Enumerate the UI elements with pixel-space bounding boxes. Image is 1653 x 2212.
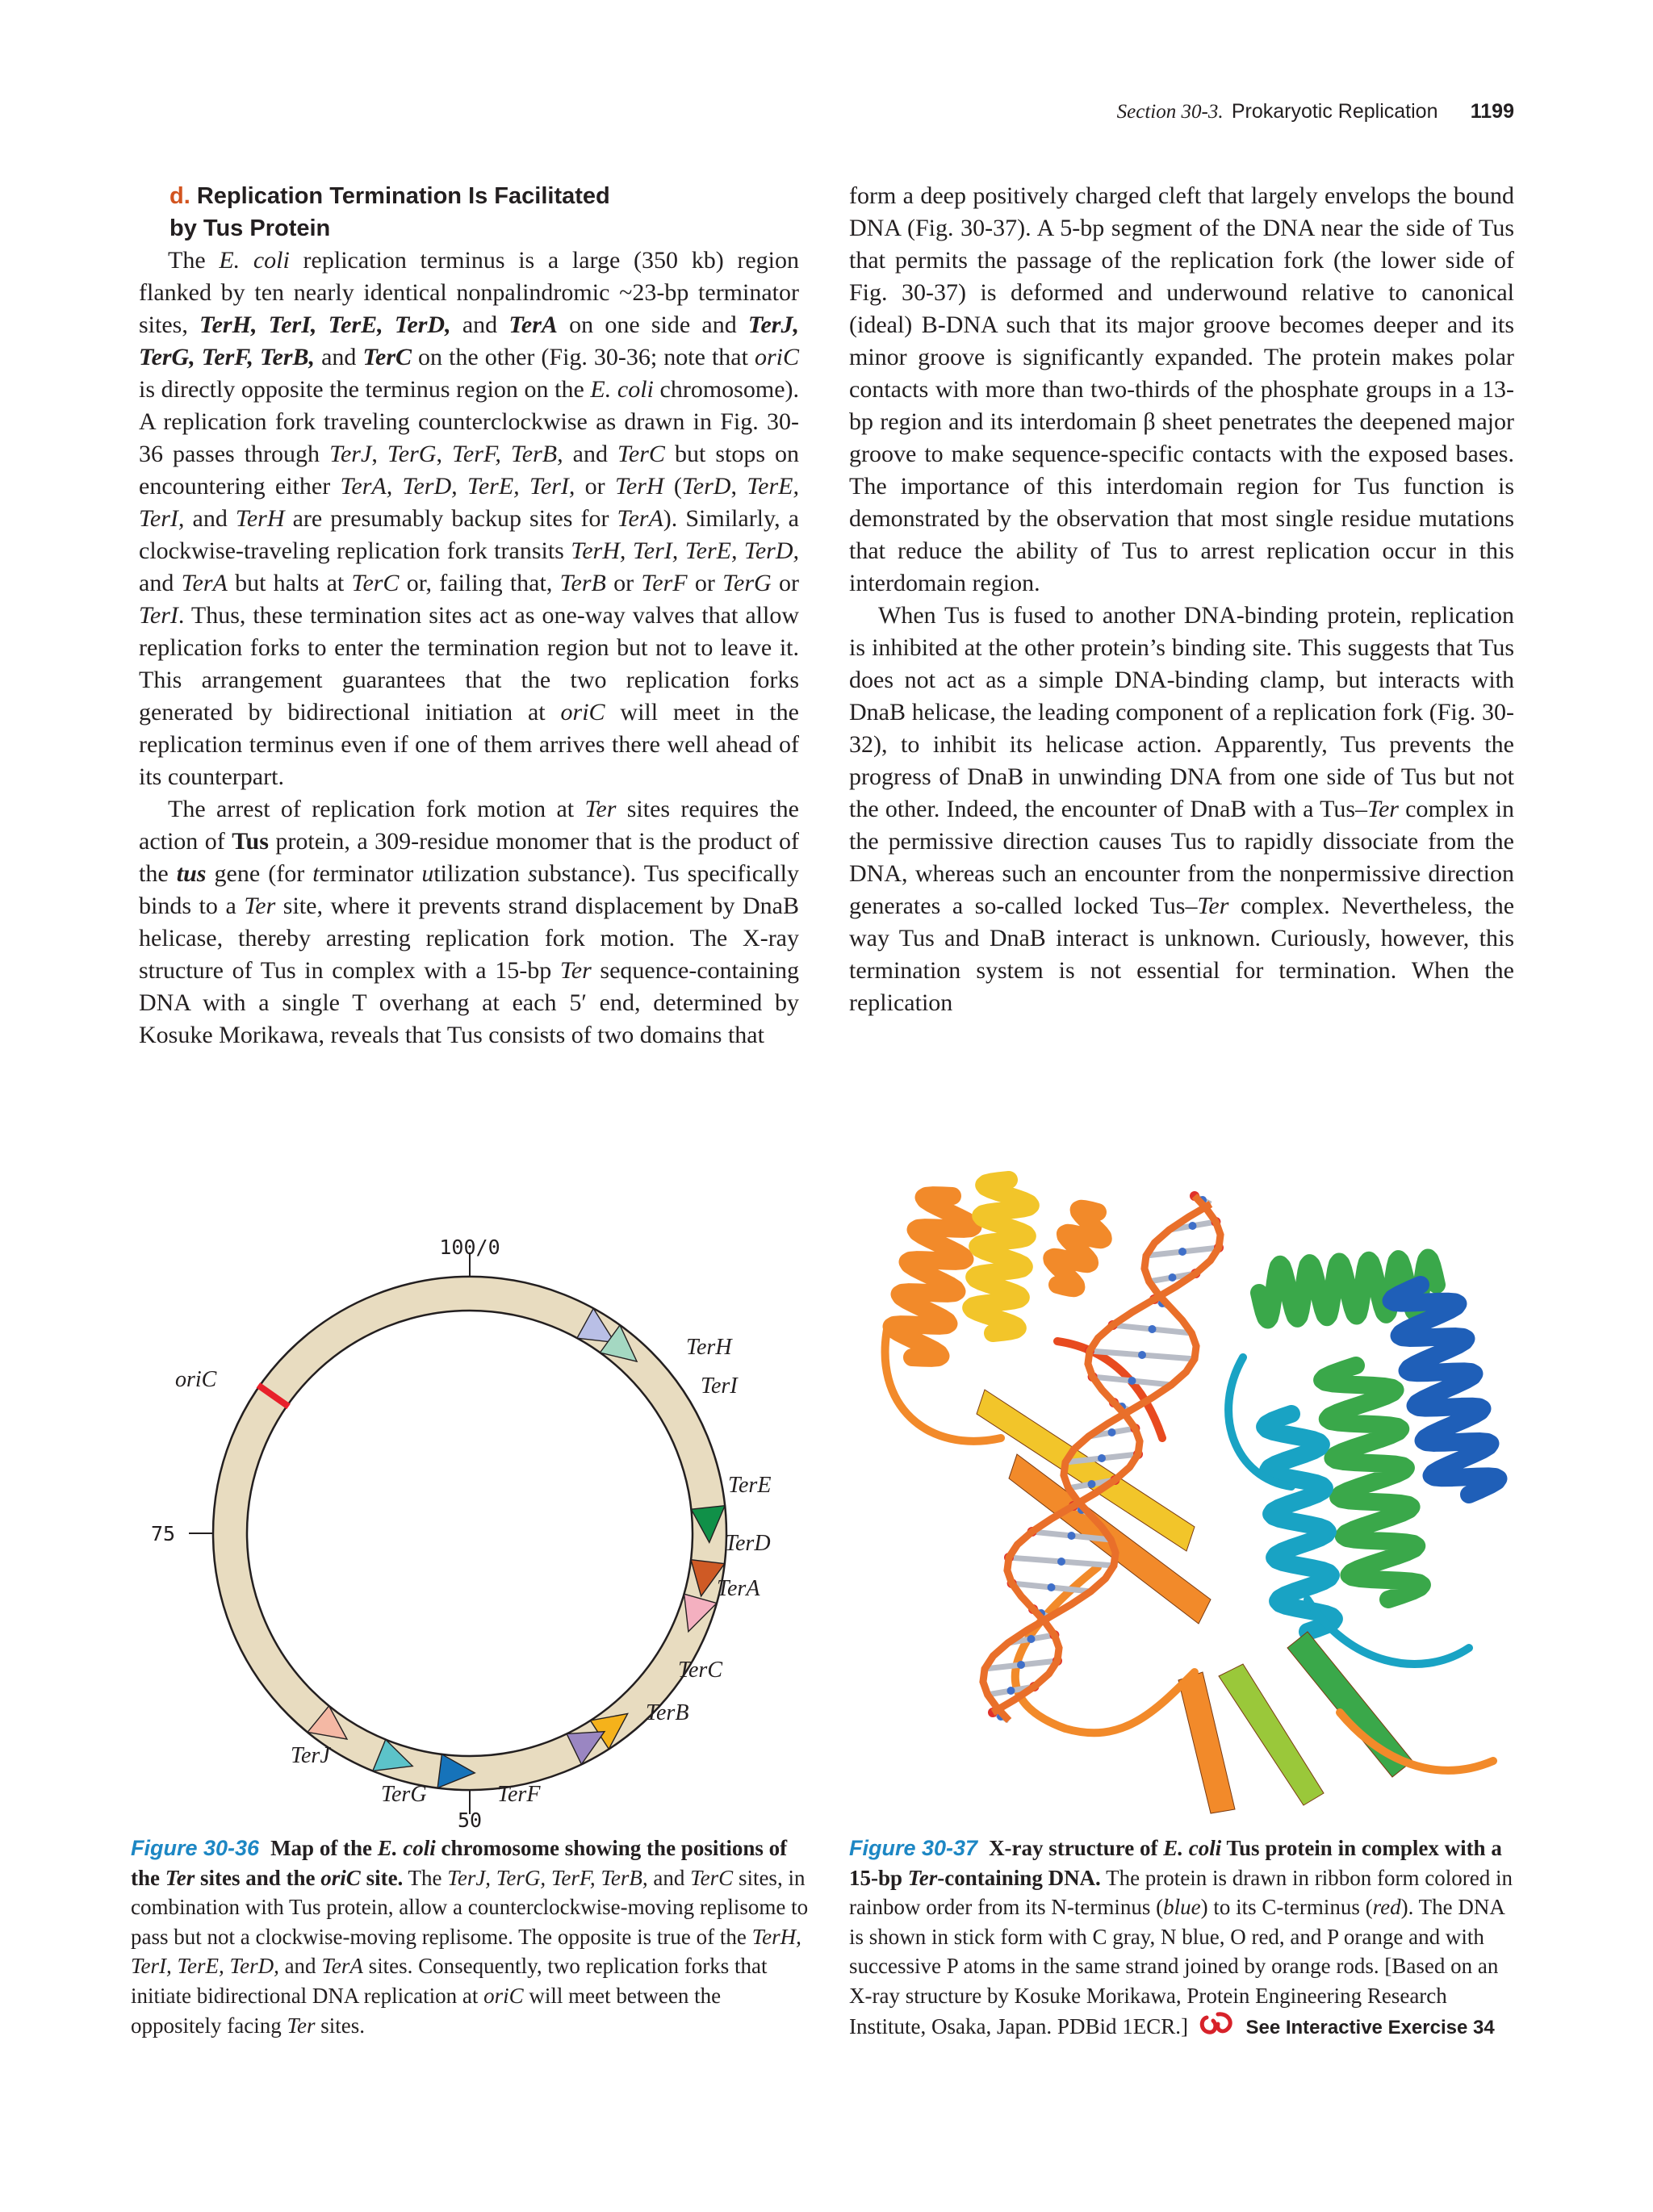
right-column <box>849 180 1514 1019</box>
label-tera: TerA <box>717 1576 760 1601</box>
dna-nitrogen <box>1138 1351 1146 1359</box>
dna-nitrogen <box>1048 1583 1056 1591</box>
caption-figure-30-36 <box>131 1834 809 2040</box>
label-terc: TerC <box>678 1658 723 1683</box>
dna-nitrogen <box>1178 1248 1186 1256</box>
helix-green-2 <box>1322 1365 1422 1599</box>
label-oric: oriC <box>175 1367 217 1392</box>
subsection-letter: d. <box>169 183 190 209</box>
right-paragraph-1: form a deep positively charged cleft that largely envelops the bound DNA (Fig. 30-37). A 5-bp segment of the DNA near the side of Tus that permits the passage of the replication fork (the lower side of Fig. 30-37) is deformed and underwound relative to canonical (ideal) B-DNA such that its major groove becomes deeper and its minor groove is significantly expanded. The protein makes polar contacts with more than two-thirds of the phosphate groups in a 13-bp region and its interdomain β sheet penetrates the deepened major groove to make sequence-specific contacts with the exposed bases. The importance of this interdomain region for Tus function is demonstrated by the observation that most single residue mutations that reduce the ability of Tus to arrest replication occur in this interdomain region. <box>849 182 1514 596</box>
left-paragraph-2: The arrest of replication fork motion at Ter sites requires the action of Tus protein, a 309-residue monomer that is the product of the tus gene (for terminator utilization substance). Tus specifically binds to a Ter site, where it prevents strand displacement by DnaB helicase, thereby arresting replication fork motion. The X-ray structure of Tus in complex with a 15-bp Ter sequence-containing DNA with a single T overhang at each 5′ end, determined by Kosuke Morikawa, reveals that Tus consists of two domains that <box>139 796 800 1048</box>
dna-nitrogen <box>1128 1377 1136 1385</box>
chromosome-map-svg <box>139 1202 801 1832</box>
running-header <box>1117 100 1514 123</box>
tick-label-left: 75 <box>151 1522 176 1545</box>
dna-nitrogen <box>1088 1480 1096 1488</box>
label-terg: TerG <box>381 1782 427 1807</box>
left-column <box>139 180 799 1052</box>
dna-nitrogen <box>1189 1222 1197 1230</box>
dna-nitrogen <box>1149 1325 1157 1333</box>
dna-nitrogen <box>1108 1428 1116 1436</box>
label-terf: TerF <box>497 1782 541 1807</box>
strand-lime <box>1219 1664 1324 1805</box>
right-paragraph-2: When Tus is fused to another DNA-binding protein, replication is inhibited at the other protein’s binding site. This suggests that Tus does not act as a simple DNA-binding clamp, but interacts with DnaB helicase, the leading component of a replication fork (Fig. 30-32), to inhibit its helicase action. Apparently, Tus prevents the progress of DnaB in unwinding DNA from one side of Tus but not the other. Indeed, the encounter of DnaB with a Tus–Ter complex in the permissive direction causes Tus to rapidly dissociate from the DNA, whereas such an encounter from the nonpermissive direction generates a so-called locked Tus–Ter complex. Nevertheless, the way Tus and DnaB interact is unknown. Curiously, however, this termination system is not essential for termination. When the replication <box>849 602 1515 1016</box>
figure-tus-structure <box>856 1148 1517 1827</box>
interactive-exercise-link[interactable]: See Interactive Exercise 34 <box>1245 2016 1495 2038</box>
caption-body: X-ray structure of E. coli Tus protein in complex with a 15-bp Ter-containing DNA. The protein is drawn in ribbon form colored in rainbow order from its N-terminus (blue) to its C-terminus (red). The DNA is shown in stick form with C gray, N blue, O red, and P orange and with successive P atoms in the same strand joined by orange rods. [Based on an X-ray structure by Kosuke Morikawa, Protein Engineering Research Institute, Osaka, Japan. PDBid 1ECR.] <box>849 1836 1513 2038</box>
helix-orange-2 <box>1052 1209 1103 1288</box>
tick-label-bottom: 50 <box>457 1808 483 1832</box>
helix-cyan-1 <box>1265 1414 1334 1632</box>
caption-body: Map of the E. coli chromosome showing the positions of the Ter sites and the oriC site. The TerJ, TerG, TerF, TerB, and TerC sites, in combination with Tus protein, allow a counterclockwise-moving replisome to pass but not a clockwise-moving replisome. The opposite is true of the TerH, TerI, TerE, TerD, and TerA sites. Consequently, two replication forks that initiate bidirectional DNA replication at oriC will meet between the oppositely facing Ter sites. <box>131 1836 809 2038</box>
page-number: 1199 <box>1470 100 1514 123</box>
dna-nitrogen <box>1017 1661 1025 1669</box>
section-label: Section 30-3. <box>1116 101 1224 123</box>
label-terb: TerB <box>646 1700 689 1725</box>
figure-chromosome-map <box>139 1202 801 1832</box>
caption-figure-30-37 <box>849 1834 1524 2043</box>
tick-label-top: 100/0 <box>439 1236 500 1259</box>
tus-structure-illustration <box>856 1148 1517 1827</box>
dna-nitrogen <box>1068 1532 1076 1540</box>
label-terd: TerD <box>725 1531 771 1556</box>
label-terj: TerJ <box>291 1743 330 1768</box>
left-paragraph-1: The E. coli replication terminus is a large (350 kb) region flanked by ten nearly identical nonpalindromic ~23-bp terminator sites, TerH, TerI, TerE, TerD, and TerA on one side and TerJ, TerG, TerF, TerB, and TerC on the other (Fig. 30-36; note that oriC is directly opposite the terminus region on the E. coli chromosome). A replication fork traveling counterclockwise as drawn in Fig. 30-36 passes through TerJ, TerG, TerF, TerB, and TerC but stops on encountering either TerA, TerD, TerE, TerI, or TerH (TerD, TerE, TerI, and TerH are presumably backup sites for TerA). Similarly, a clockwise-traveling replication fork transits TerH, TerI, TerE, TerD, and TerA but halts at TerC or, failing that, TerB or TerF or TerG or TerI. Thus, these termination sites act as one-way valves that allow replication forks to enter the termination region but not to leave it. This arrangement guarantees that the two replication forks generated by bidirectional initiation at oriC will meet in the replication terminus even if one of them arrives there well ahead of its counterpart. <box>139 247 800 790</box>
chromosome-ring <box>189 1252 726 1814</box>
label-terh: TerH <box>686 1335 732 1360</box>
caption-figure-number: Figure 30-37 <box>849 1836 978 1860</box>
subsection-heading <box>169 180 799 245</box>
label-tere: TerE <box>728 1473 772 1498</box>
helix-orange-1 <box>892 1195 973 1358</box>
interactive-exercise-icon <box>1199 2011 1236 2038</box>
label-teri: TerI <box>701 1374 738 1399</box>
caption-figure-number: Figure 30-36 <box>131 1836 260 1860</box>
dna-nitrogen <box>1169 1273 1177 1282</box>
section-name: Prokaryotic Replication <box>1231 100 1438 123</box>
subsection-title-line2: by Tus Protein <box>169 215 331 241</box>
subsection-title-line1: Replication Termination Is Facilitated <box>196 183 610 209</box>
dna-nitrogen <box>1027 1635 1036 1643</box>
dna-nitrogen <box>1098 1454 1106 1462</box>
strand-orange-2 <box>1178 1672 1235 1813</box>
dna-nitrogen <box>1057 1558 1065 1566</box>
helix-yellow-1 <box>971 1180 1031 1333</box>
dna-nitrogen <box>1007 1687 1015 1695</box>
